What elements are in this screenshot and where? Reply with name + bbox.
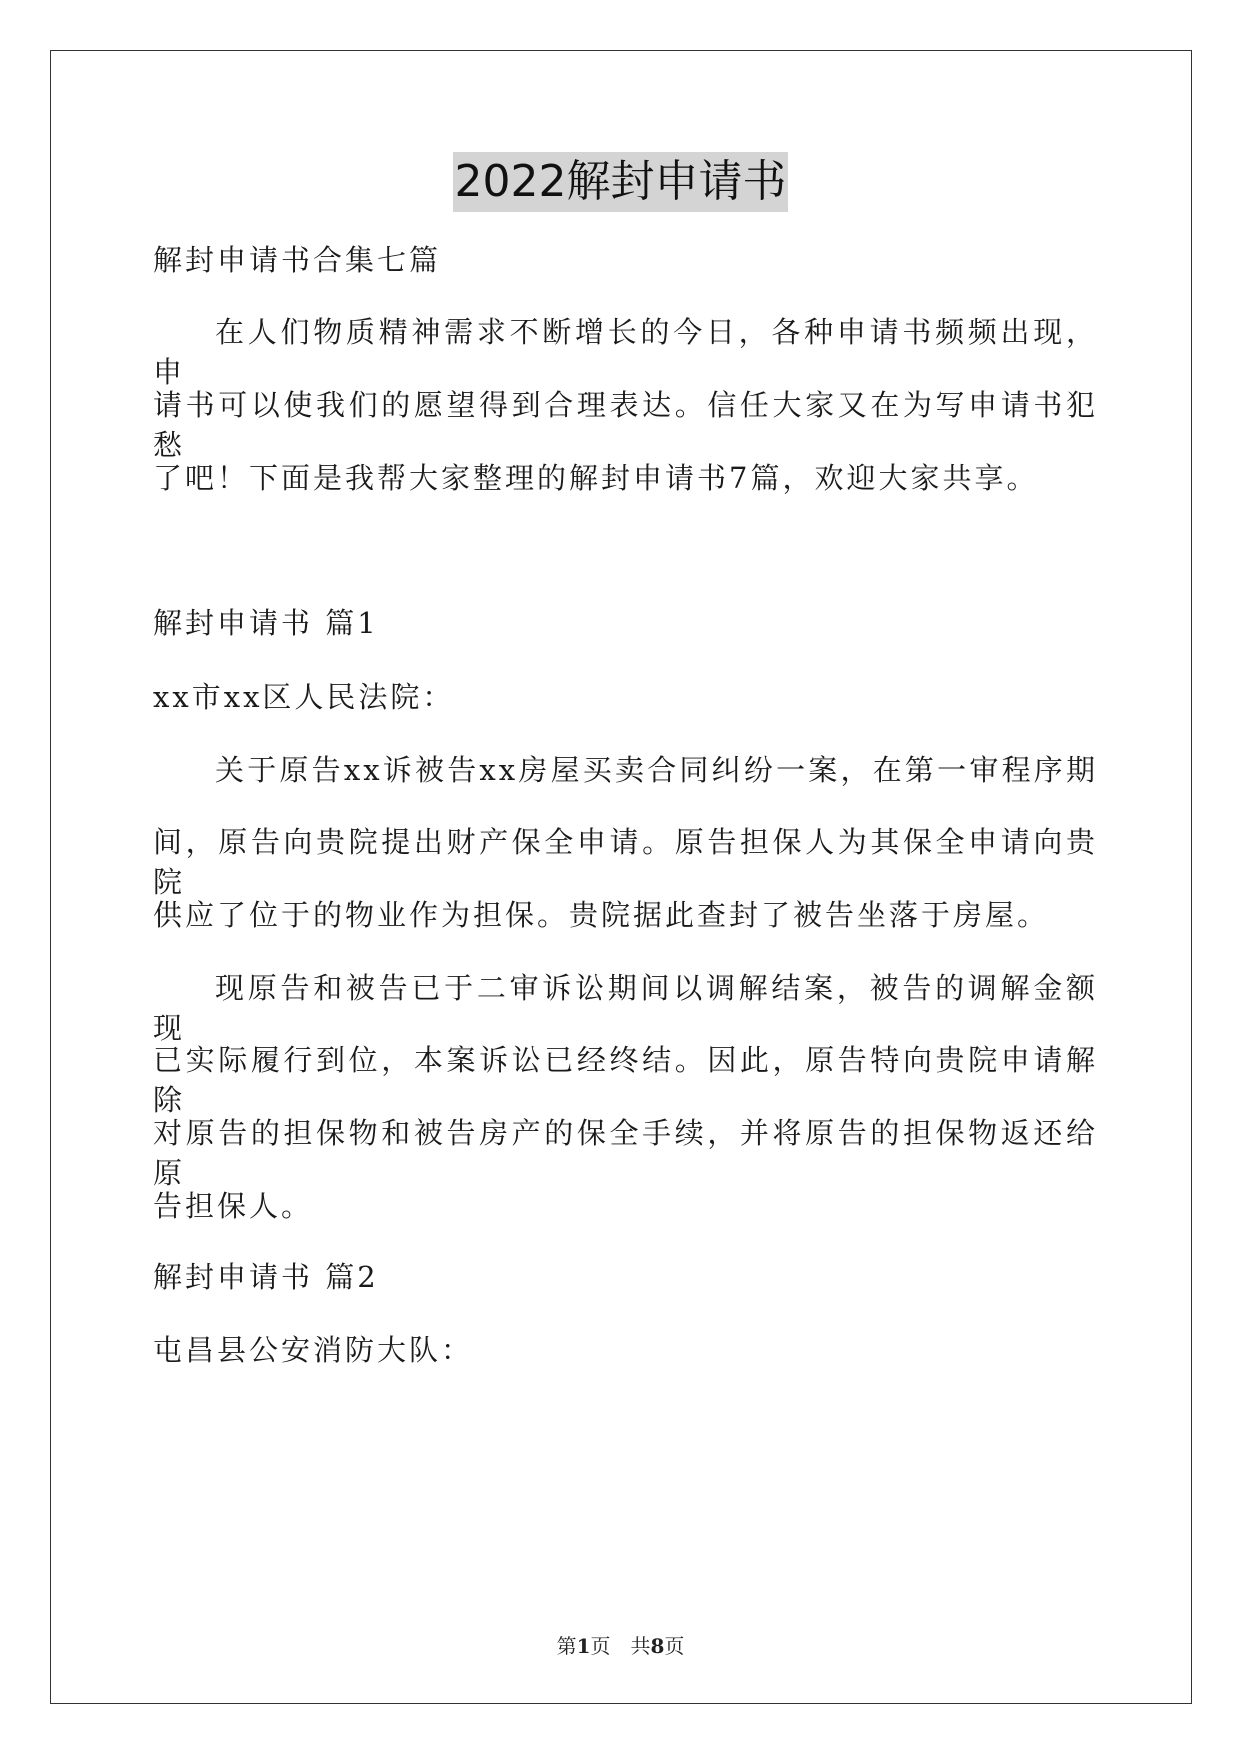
para1-line-2: 间，原告向贵院提出财产保全申请。原告担保人为其保全申请向贵院 [153, 825, 1098, 899]
para2-line-4: 告担保人。 [153, 1189, 314, 1223]
footer-middle: 页 共 [590, 1634, 651, 1658]
intro-line-3: 了吧！下面是我帮大家整理的解封申请书7篇，欢迎大家共享。 [153, 461, 1039, 495]
page-footer [0, 1632, 1241, 1660]
footer-suffix: 页 [664, 1634, 685, 1658]
section-heading-1: 解封申请书 篇1 [153, 606, 379, 640]
section-heading-2: 解封申请书 篇2 [153, 1260, 379, 1294]
para1-line-1: 关于原告xx诉被告xx房屋买卖合同纠纷一案，在第一审程序期 [215, 753, 1098, 787]
subtitle: 解封申请书合集七篇 [153, 243, 442, 277]
para2-line-3: 对原告的担保物和被告房产的保全手续，并将原告的担保物返还给原 [153, 1116, 1098, 1190]
para1-line-3: 供应了位于的物业作为担保。贵院据此查封了被告坐落于房屋。 [153, 898, 1050, 932]
footer-page-number: 1 [576, 1634, 591, 1658]
addressee-1: xx市xx区人民法院： [153, 680, 455, 714]
intro-line-1: 在人们物质精神需求不断增长的今日，各种申请书频频出现，申 [153, 315, 1098, 389]
para2-line-1: 现原告和被告已于二审诉讼期间以调解结案，被告的调解金额现 [153, 971, 1098, 1045]
document-title: 2022解封申请书 [453, 152, 789, 212]
footer-prefix: 第 [556, 1634, 577, 1658]
addressee-2: 屯昌县公安消防大队： [153, 1333, 474, 1367]
title-container [0, 152, 1241, 212]
para2-line-2: 已实际履行到位，本案诉讼已经终结。因此，原告特向贵院申请解除 [153, 1043, 1098, 1117]
footer-total-pages: 8 [650, 1634, 665, 1658]
intro-line-2: 请书可以使我们的愿望得到合理表达。信任大家又在为写申请书犯愁 [153, 388, 1098, 462]
